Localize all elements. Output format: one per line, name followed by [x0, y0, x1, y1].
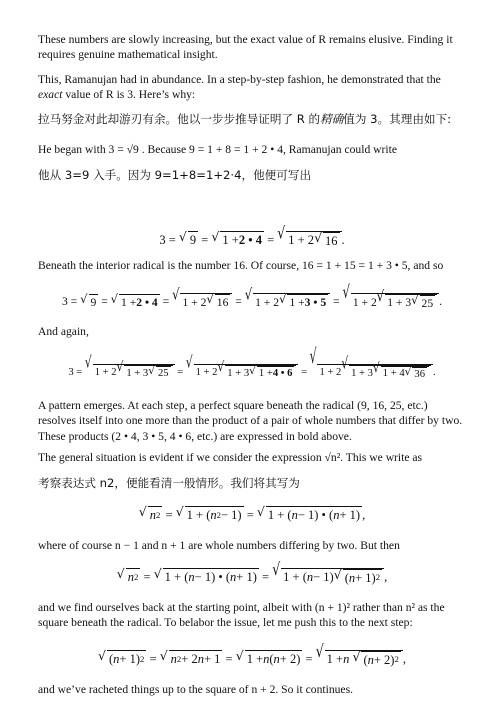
equation-6: √ ( n + 1) 2 = √ n 2 + 2 n + 1 = √ 1 + n ( n + 2) = √ 1 + n √ ( n + 2) 2 , — [98, 640, 406, 667]
chinese-line-2: 他从 3=9 入手。因为 9=1+8=1+2·4，他便可写出 — [38, 168, 312, 182]
chinese-line-1-em: 精确 — [320, 112, 344, 126]
equation-4: √ n 2 = √ 1 + ( n 2 − 1) = √ 1 + ( n − 1) • ( n + 1) , — [138, 504, 366, 523]
paragraph-7: The general situation is evident if we consider the expression √n². This we write as — [38, 451, 423, 464]
equation-1: 3 = √ 9 = √ 1 + 2 • 4 = √ 1 + 2 √ 16 . — [159, 222, 345, 248]
paragraph-2-text-b: value of R is 3. Here’s why: — [65, 88, 196, 102]
chinese-line-1-b: 值为 3。其理由如下: — [343, 112, 452, 126]
paragraph-2-emphasis: exact — [38, 88, 63, 102]
paragraph-2 — [38, 72, 466, 103]
paragraph-1: These numbers are slowly increasing, but the exact value of R remains elusive. Finding it requires genuine mathematical insight. — [38, 33, 453, 62]
paragraph-10: and we’ve racheted things up to the square of n + 2. So it continues. — [38, 683, 353, 696]
paragraph-9: and we find ourselves back at the starting point, albeit with (n + 1)² rather than n² as the square beneath the radical. To belabor the issue, let me push this to the next step: — [38, 601, 445, 630]
paragraph-3: He began with 3 = √9 . Because 9 = 1 + 8 = 1 + 2 • 4, Ramanujan could write — [38, 143, 397, 156]
chinese-line-1 — [38, 112, 466, 127]
equation-2: 3 = √ 9 = √ 1 + 2 • 4 = √ 1 + 2 √ 16 = √ 1 + 2 √ 1 + 3 • 5 = √ 1 + 2 √ 1 + 3 √ 25 . — [61, 280, 443, 310]
paragraph-6: A pattern emerges. At each step, a perfect square beneath the radical (9, 16, 25, etc.) resolves itself into one more than the product of a pair of whole numbers that differ by two. These products (2 • 4, 3 • 5, 4 • 6, etc.) are expressed in bold above. — [38, 399, 463, 443]
paragraph-4: Beneath the interior radical is the number 16. Of course, 16 = 1 + 15 = 1 + 3 • 5, and so — [38, 259, 444, 272]
chinese-line-3: 考察表达式 n2，便能看清一般情形。我们将其写为 — [38, 476, 300, 490]
equation-3: 3 = √ 1 + 2 √ 1 + 3 √ 25 = √ 1 + 2 √ 1 + 3 √ 1 + 4 • 6 = √ 1 + 2 √ 1 + 3 √ 1 + 4 √ 36 . — [34, 350, 470, 396]
paragraph-2-text-a: This, Ramanujan had in abundance. In a step-by-step fashion, he demonstrated that the — [38, 73, 441, 86]
paragraph-8: where of course n − 1 and n + 1 are whole numbers differing by two. But then — [38, 539, 400, 552]
paragraph-5: And again, — [38, 325, 89, 338]
equation-5: √ n 2 = √ 1 + ( n − 1) • ( n + 1) = √ 1 + ( n − 1) √ ( n + 1) 2 , — [116, 558, 388, 585]
chinese-line-1-a: 拉马努金对此却游刃有余。他以一步步推导证明了 R 的 — [38, 112, 321, 126]
